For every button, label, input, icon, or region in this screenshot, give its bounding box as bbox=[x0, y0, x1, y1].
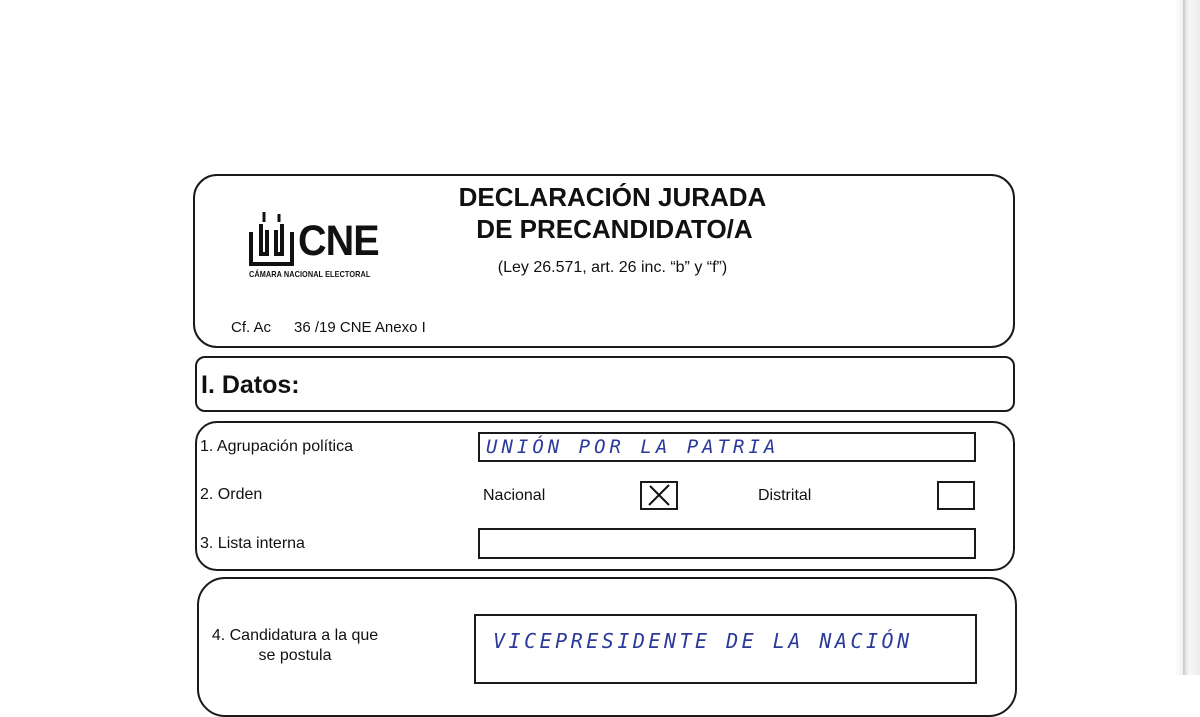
x-mark-icon bbox=[642, 483, 676, 508]
agrupacion-label: 1. Agrupación política bbox=[200, 438, 353, 455]
distrital-checkbox[interactable] bbox=[937, 481, 975, 510]
cne-emblem-icon bbox=[248, 210, 296, 268]
form-title-line2: DE PRECANDIDATO/A bbox=[476, 214, 753, 244]
reference-value: 36 /19 CNE Anexo I bbox=[294, 319, 426, 336]
candidatura-label-line2: se postula bbox=[258, 647, 332, 664]
lista-field[interactable] bbox=[478, 528, 976, 559]
distrital-option-label: Distrital bbox=[758, 487, 812, 504]
page-edge bbox=[1174, 0, 1200, 675]
form-title-line1: DECLARACIÓN JURADA bbox=[458, 182, 767, 212]
section-title: I. Datos: bbox=[201, 371, 300, 399]
candidatura-label-line1: 4. Candidatura a la que bbox=[211, 627, 379, 644]
candidatura-label bbox=[205, 626, 385, 666]
orden-label: 2. Orden bbox=[200, 486, 263, 503]
lista-label: 3. Lista interna bbox=[200, 535, 305, 552]
agrupacion-value: UNIÓN POR LA PATRIA bbox=[486, 436, 780, 458]
law-reference: (Ley 26.571, art. 26 inc. “b” y “f”) bbox=[497, 259, 728, 276]
nacional-option-label: Nacional bbox=[483, 487, 546, 504]
logo-name: CNE bbox=[298, 217, 379, 265]
candidatura-value: VICEPRESIDENTE DE LA NACIÓN bbox=[493, 629, 913, 653]
reference-label: Cf. Ac bbox=[231, 319, 272, 336]
section-header-box bbox=[195, 356, 1015, 412]
nacional-checkbox[interactable] bbox=[640, 481, 678, 510]
cne-logo bbox=[248, 210, 388, 282]
logo-subtitle: CÁMARA NACIONAL ELECTORAL bbox=[249, 269, 371, 279]
